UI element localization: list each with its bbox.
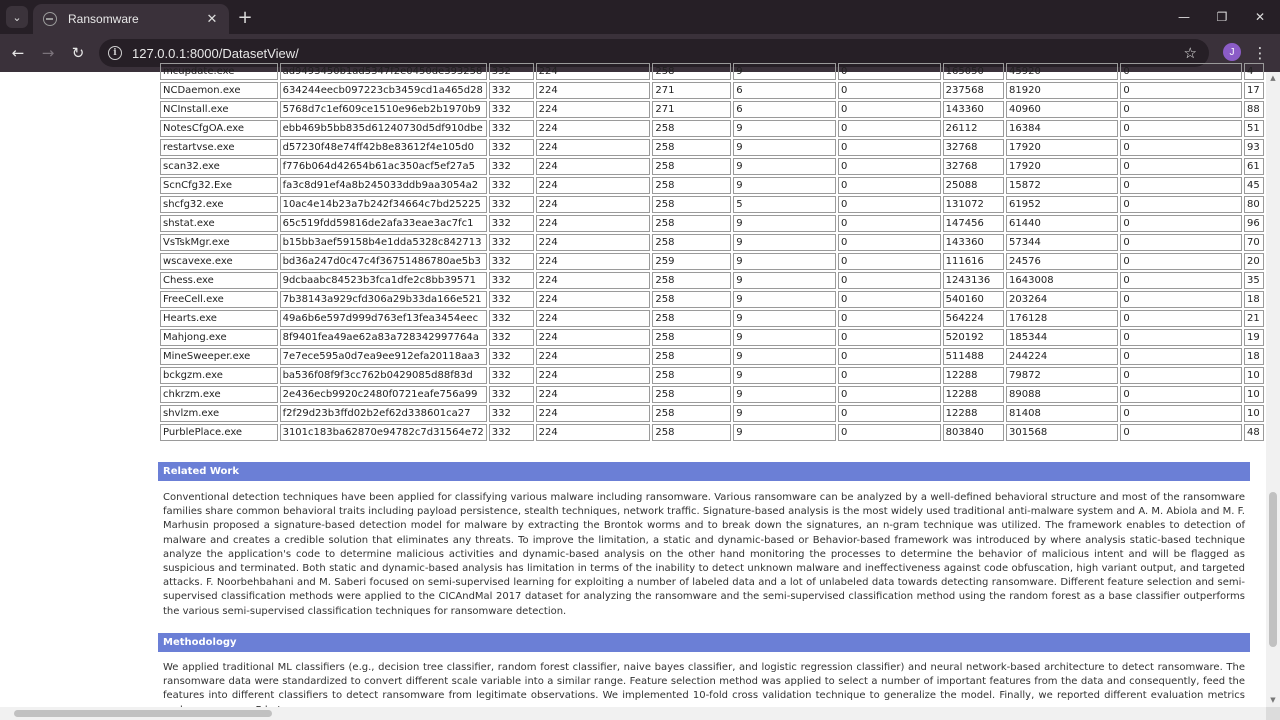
table-row [160, 424, 1264, 441]
reload-button[interactable] [67, 42, 89, 64]
table-cell: 332 [489, 291, 534, 308]
arrow-right-icon: → [41, 44, 55, 62]
table-cell: restartvse.exe [160, 139, 278, 156]
table-cell: 332 [489, 177, 534, 194]
table-cell: 70 [1244, 234, 1264, 251]
reload-icon: ↻ [71, 44, 85, 62]
minimize-icon: — [1178, 10, 1190, 24]
table-cell: 520192 [943, 329, 1004, 346]
table-cell: 332 [489, 158, 534, 175]
table-cell: 0 [1120, 253, 1242, 270]
table-row [160, 158, 1264, 175]
table-cell: 79872 [1006, 367, 1118, 384]
tab-ransomware[interactable] [33, 4, 229, 34]
table-cell: ScnCfg32.Exe [160, 177, 278, 194]
table-cell: 9 [733, 310, 836, 327]
table-cell: 224 [536, 405, 651, 422]
table-cell: 9 [733, 234, 836, 251]
table-cell: 0 [1120, 348, 1242, 365]
table-row [160, 177, 1264, 194]
table-cell: 0 [838, 215, 941, 232]
scroll-down-icon[interactable]: ▼ [1270, 696, 1276, 704]
table-cell: 9 [733, 253, 836, 270]
table-row [160, 120, 1264, 137]
table-cell: 258 [652, 348, 731, 365]
page-viewport [0, 66, 1266, 707]
methodology-text: We applied traditional ML classifiers (e.g., decision tree classifier, random forest classifier, naive bayes classifier, and logistic regression classifier) and neural network-based architecture to detect ransomware. The ransomware data were standardized to convert different scale variable into a similar range. Feature selection method was applied to select a number of important features from the data and consequently, feed the features into different classifiers to detect ransomware from legitimate observations. We implemented 10-fold cross validation technique to generalize the model. Finally, we reported different evaluation metrics [163, 662, 1245, 702]
table-cell: 9 [733, 367, 836, 384]
table-cell: 258 [652, 329, 731, 346]
table-cell: 25088 [943, 177, 1004, 194]
table-cell: 224 [536, 291, 651, 308]
table-cell: 26112 [943, 120, 1004, 137]
table-cell: 0 [838, 253, 941, 270]
info-icon[interactable]: i [108, 46, 122, 60]
table-cell: 147456 [943, 215, 1004, 232]
new-tab-button[interactable] [235, 7, 255, 27]
more-menu-icon[interactable]: ⋮ [1252, 44, 1268, 62]
table-row [160, 367, 1264, 384]
dataset-table-body [160, 63, 1264, 441]
table-cell: 224 [536, 234, 651, 251]
table-cell: wscavexe.exe [160, 253, 278, 270]
table-cell: 511488 [943, 348, 1004, 365]
table-cell: 6 [733, 82, 836, 99]
table-cell: 10 [1244, 405, 1264, 422]
close-icon: ✕ [206, 11, 218, 27]
table-cell: NotesCfgOA.exe [160, 120, 278, 137]
close-icon: ✕ [1254, 10, 1266, 24]
table-cell: 0 [838, 139, 941, 156]
vertical-scroll-thumb[interactable] [1269, 492, 1277, 647]
table-cell: 224 [536, 139, 651, 156]
table-cell: 88 [1244, 101, 1264, 118]
table-row [160, 82, 1264, 99]
table-cell: 131072 [943, 196, 1004, 213]
table-cell: 258 [652, 310, 731, 327]
table-row [160, 329, 1264, 346]
table-cell: mcupdate.exe [160, 63, 278, 80]
table-cell: 258 [652, 158, 731, 175]
table-cell: 258 [652, 272, 731, 289]
table-cell: 0 [1120, 424, 1242, 441]
vertical-scrollbar[interactable] [1266, 72, 1280, 707]
url-text[interactable]: 127.0.0.1:8000/DatasetView/ [132, 45, 299, 61]
table-cell: 5 [733, 196, 836, 213]
table-cell: 332 [489, 405, 534, 422]
table-cell: 258 [652, 424, 731, 441]
table-cell: 2e436ecb9920c2480f0721eafe756a99 [280, 386, 487, 403]
table-cell: 32768 [943, 139, 1004, 156]
minimize-button[interactable] [1172, 6, 1196, 28]
table-cell: 5768d7c1ef609ce1510e96eb2b1970b9 [280, 101, 487, 118]
table-cell: 80 [1244, 196, 1264, 213]
table-cell: 9 [733, 63, 836, 80]
table-cell: 12288 [943, 386, 1004, 403]
table-cell: 9 [733, 291, 836, 308]
table-row [160, 234, 1264, 251]
table-cell: 165050 [943, 63, 1004, 80]
table-cell: fa3c8d91ef4a8b245033ddb9aa3054a2 [280, 177, 487, 194]
table-cell: 61440 [1006, 215, 1118, 232]
table-cell: 237568 [943, 82, 1004, 99]
table-row [160, 405, 1264, 422]
back-button[interactable] [7, 42, 29, 64]
table-cell: 89088 [1006, 386, 1118, 403]
table-cell: 61 [1244, 158, 1264, 175]
table-cell: 57344 [1006, 234, 1118, 251]
close-window-button[interactable] [1248, 6, 1272, 28]
table-cell: 15872 [1006, 177, 1118, 194]
table-cell: Chess.exe [160, 272, 278, 289]
table-cell: 143360 [943, 101, 1004, 118]
table-cell: 332 [489, 101, 534, 118]
table-cell: 0 [1120, 196, 1242, 213]
scrollbar-corner [1266, 707, 1280, 720]
table-cell: 224 [536, 215, 651, 232]
table-row [160, 139, 1264, 156]
table-cell: 0 [1120, 82, 1242, 99]
table-cell: 0 [1120, 234, 1242, 251]
tab-strip [0, 0, 1280, 34]
methodology-header: Methodology [158, 633, 1250, 652]
table-row [160, 196, 1264, 213]
table-cell: 10 [1244, 386, 1264, 403]
table-cell: 143360 [943, 234, 1004, 251]
table-cell: 1243136 [943, 272, 1004, 289]
table-cell: 332 [489, 348, 534, 365]
table-cell: 4 [1244, 63, 1264, 80]
table-cell: 9 [733, 120, 836, 137]
table-cell: shvlzm.exe [160, 405, 278, 422]
table-row [160, 101, 1264, 118]
table-cell: 0 [1120, 291, 1242, 308]
table-cell: 332 [489, 82, 534, 99]
table-cell: 0 [838, 82, 941, 99]
table-cell: 0 [838, 348, 941, 365]
table-cell: 10ac4e14b23a7b242f34664c7bd25225 [280, 196, 487, 213]
table-cell: 81408 [1006, 405, 1118, 422]
scroll-up-icon[interactable]: ▲ [1270, 74, 1276, 82]
table-cell: 258 [652, 63, 731, 80]
table-cell: 3101c183ba62870e94782c7d31564e72 [280, 424, 487, 441]
table-cell: 224 [536, 253, 651, 270]
table-cell: chkrzm.exe [160, 386, 278, 403]
table-cell: 0 [1120, 272, 1242, 289]
table-cell: 332 [489, 234, 534, 251]
profile-avatar[interactable]: J [1223, 43, 1241, 61]
table-cell: 9 [733, 386, 836, 403]
restore-button[interactable] [1210, 6, 1234, 28]
table-cell: 224 [536, 329, 651, 346]
table-cell: 45 [1244, 177, 1264, 194]
table-cell: 17920 [1006, 139, 1118, 156]
table-cell: scan32.exe [160, 158, 278, 175]
table-row [160, 386, 1264, 403]
table-cell: 224 [536, 158, 651, 175]
table-cell: 7e7ece595a0d7ea9ee912efa20118aa3 [280, 348, 487, 365]
table-cell: 32768 [943, 158, 1004, 175]
table-cell: 564224 [943, 310, 1004, 327]
chevron-down-icon: ⌄ [12, 10, 22, 24]
horizontal-scrollbar[interactable] [0, 707, 1266, 720]
table-cell: 271 [652, 82, 731, 99]
table-cell: 49a6b6e597d999d763ef13fea3454eec [280, 310, 487, 327]
table-cell: 224 [536, 177, 651, 194]
table-cell: 17920 [1006, 158, 1118, 175]
table-cell: 0 [1120, 63, 1242, 80]
table-cell: 9 [733, 272, 836, 289]
table-cell: 48 [1244, 424, 1264, 441]
table-cell: 0 [838, 310, 941, 327]
plus-icon: + [237, 6, 253, 28]
globe-icon [43, 12, 57, 26]
table-cell: 332 [489, 253, 534, 270]
table-cell: 203264 [1006, 291, 1118, 308]
table-cell: 61952 [1006, 196, 1118, 213]
table-cell: 258 [652, 386, 731, 403]
table-cell: 20 [1244, 253, 1264, 270]
table-cell: NCInstall.exe [160, 101, 278, 118]
table-row [160, 310, 1264, 327]
table-cell: 93 [1244, 139, 1264, 156]
table-cell: 0 [838, 405, 941, 422]
table-cell: 16384 [1006, 120, 1118, 137]
table-cell: 224 [536, 424, 651, 441]
table-cell: 332 [489, 120, 534, 137]
table-cell: 332 [489, 367, 534, 384]
table-cell: 258 [652, 405, 731, 422]
table-cell: 17 [1244, 82, 1264, 99]
table-cell: 0 [1120, 158, 1242, 175]
table-cell: 224 [536, 310, 651, 327]
table-cell: 259 [652, 253, 731, 270]
table-cell: 258 [652, 234, 731, 251]
table-cell: 9 [733, 405, 836, 422]
table-cell: 332 [489, 215, 534, 232]
table-cell: 0 [838, 177, 941, 194]
table-cell: 0 [838, 329, 941, 346]
table-cell: 224 [536, 101, 651, 118]
table-cell: 0 [1120, 386, 1242, 403]
table-cell: 224 [536, 82, 651, 99]
table-cell: b15bb3aef59158b4e1dda5328c842713 [280, 234, 487, 251]
restore-icon: ❐ [1216, 10, 1228, 24]
table-cell: 224 [536, 348, 651, 365]
table-cell: 0 [1120, 310, 1242, 327]
table-cell: bckgzm.exe [160, 367, 278, 384]
table-cell: 176128 [1006, 310, 1118, 327]
table-cell: 12288 [943, 405, 1004, 422]
tab-title: Ransomware [68, 12, 139, 26]
table-cell: PurblePlace.exe [160, 424, 278, 441]
table-cell: NCDaemon.exe [160, 82, 278, 99]
table-cell: 258 [652, 291, 731, 308]
table-cell: 0 [838, 367, 941, 384]
table-cell: 45920 [1006, 63, 1118, 80]
table-row [160, 215, 1264, 232]
table-cell: 0 [838, 386, 941, 403]
table-cell: 224 [536, 386, 651, 403]
table-cell: 12288 [943, 367, 1004, 384]
table-cell: 0 [1120, 215, 1242, 232]
table-row [160, 291, 1264, 308]
close-tab-button[interactable] [203, 10, 221, 28]
table-cell: 18 [1244, 291, 1264, 308]
related-work-header: Related Work [158, 462, 1250, 481]
forward-button[interactable] [37, 42, 59, 64]
table-cell: 301568 [1006, 424, 1118, 441]
table-cell: 6 [733, 101, 836, 118]
table-cell: 0 [838, 63, 941, 80]
table-cell: 10 [1244, 367, 1264, 384]
table-row [160, 63, 1264, 80]
table-cell: 258 [652, 120, 731, 137]
table-cell: 224 [536, 120, 651, 137]
table-cell: 540160 [943, 291, 1004, 308]
table-cell: 185344 [1006, 329, 1118, 346]
table-cell: 244224 [1006, 348, 1118, 365]
table-cell: 0 [1120, 139, 1242, 156]
table-cell: 258 [652, 196, 731, 213]
table-cell: 258 [652, 177, 731, 194]
table-cell: bd36a247d0c47c4f36751486780ae5b3 [280, 253, 487, 270]
table-cell: 9 [733, 424, 836, 441]
dataset-table [158, 61, 1266, 443]
table-cell: f2f29d23b3ffd02b2ef62d338601ca27 [280, 405, 487, 422]
table-cell: 0 [1120, 367, 1242, 384]
table-cell: 332 [489, 424, 534, 441]
table-cell: 9 [733, 158, 836, 175]
table-cell: 332 [489, 329, 534, 346]
arrow-left-icon: ← [11, 44, 25, 62]
table-cell: VsTskMgr.exe [160, 234, 278, 251]
table-cell: 8f9401fea49ae62a83a728342997764a [280, 329, 487, 346]
table-cell: 332 [489, 63, 534, 80]
table-cell: Mahjong.exe [160, 329, 278, 346]
table-cell: shstat.exe [160, 215, 278, 232]
table-cell: 634244eecb097223cb3459cd1a465d28 [280, 82, 487, 99]
table-cell: 21 [1244, 310, 1264, 327]
bookmark-star-icon[interactable]: ☆ [1183, 44, 1197, 62]
table-cell: 0 [838, 196, 941, 213]
table-cell: 9 [733, 177, 836, 194]
table-cell: 0 [1120, 101, 1242, 118]
table-cell: 7b38143a929cfd306a29b33da166e521 [280, 291, 487, 308]
table-cell: d57230f48e74ff42b8e83612f4e105d0 [280, 139, 487, 156]
table-cell: 224 [536, 196, 651, 213]
horizontal-scroll-thumb[interactable] [14, 710, 272, 717]
table-cell: 0 [838, 272, 941, 289]
table-cell: 18 [1244, 348, 1264, 365]
table-cell: 332 [489, 386, 534, 403]
table-cell: 332 [489, 139, 534, 156]
table-cell: 803840 [943, 424, 1004, 441]
table-cell: 332 [489, 310, 534, 327]
table-cell: 224 [536, 272, 651, 289]
table-cell: shcfg32.exe [160, 196, 278, 213]
table-row [160, 253, 1264, 270]
table-cell: 0 [838, 424, 941, 441]
table-cell: 51 [1244, 120, 1264, 137]
table-cell: 332 [489, 196, 534, 213]
table-cell: 9 [733, 329, 836, 346]
table-cell: 332 [489, 272, 534, 289]
table-cell: 0 [1120, 329, 1242, 346]
table-cell: 1643008 [1006, 272, 1118, 289]
table-cell: ad9493450b1ad5347f2e0450de393258 [280, 63, 487, 80]
table-cell: 9 [733, 348, 836, 365]
table-cell: 258 [652, 215, 731, 232]
table-cell: 9 [733, 139, 836, 156]
table-cell: 81920 [1006, 82, 1118, 99]
table-cell: 9dcbaabc84523b3fca1dfe2c8bb39571 [280, 272, 487, 289]
table-cell: 0 [1120, 177, 1242, 194]
table-cell: 258 [652, 139, 731, 156]
table-cell: 35 [1244, 272, 1264, 289]
table-cell: 224 [536, 367, 651, 384]
table-cell: 96 [1244, 215, 1264, 232]
table-cell: FreeCell.exe [160, 291, 278, 308]
table-cell: 65c519fdd59816de2afa33eae3ac7fc1 [280, 215, 487, 232]
table-cell: Hearts.exe [160, 310, 278, 327]
table-cell: 0 [838, 101, 941, 118]
table-cell: 258 [652, 367, 731, 384]
table-cell: f776b064d42654b61ac350acf5ef27a5 [280, 158, 487, 175]
table-cell: 19 [1244, 329, 1264, 346]
table-cell: 0 [1120, 120, 1242, 137]
table-cell: 0 [838, 120, 941, 137]
table-cell: 0 [838, 234, 941, 251]
table-cell: 24576 [1006, 253, 1118, 270]
table-cell: 9 [733, 215, 836, 232]
table-cell: 224 [536, 63, 651, 80]
table-row [160, 348, 1264, 365]
table-cell: 0 [1120, 405, 1242, 422]
table-cell: 40960 [1006, 101, 1118, 118]
table-cell: MineSweeper.exe [160, 348, 278, 365]
related-work-text: Conventional detection techniques have been applied for classifying various malware including ransomware. Various ransomware can be analyzed by a well-defined behavioral structure and most of the ransomware families share common behavioral traits including payload persistence, stealth techniques, network traffic. Signature-based analysis is the most widely used traditional anti-malware system and A. M. Abiola and M. F. Marhusin proposed a signature-based detection model for malware by extracting the Brontok worms and to break down the signatures, an n-gram technique was utilized. The framework enables to detection of malware and creates a credible solution that eliminates any threats. To improve the limitation, a static and dynamic-based or Behavior-based framework was introduced by where analysis static-based technique analyze the application's code to determine malicious activities and dynamic-based analysis on the other hand monitoring the processes to determine the behavior of malicious intent and will be flagged as suspicious and terminated. Both static and dynamic-based analysis has limitation in terms of the inability to detect unknown malware and ineffectiveness against code obfuscation, high variant output, and targeted attacks. F. Noorbehbahani and M. Saberi focused on semi-supervised learning for exploiting a number of labeled data and a lot of unlabeled data towards detecting ransomware. Different feature selection and semi-supervised classification methods were applied to the CICAndMal 2017 dataset for analyzing the ransomware and the semi-supervised classification method using the random forest as a base classifier outperforms the various semi-supervised classification techniques for ransomware detection. [163, 492, 1245, 617]
table-cell: ebb469b5bb835d61240730d5df910dbe [280, 120, 487, 137]
table-row [160, 272, 1264, 289]
tab-search-button[interactable] [6, 6, 28, 28]
table-cell: 0 [838, 291, 941, 308]
table-cell: 111616 [943, 253, 1004, 270]
table-cell: 0 [838, 158, 941, 175]
table-cell: ba536f08f9f3cc762b0429085d88f83d [280, 367, 487, 384]
table-cell: 271 [652, 101, 731, 118]
